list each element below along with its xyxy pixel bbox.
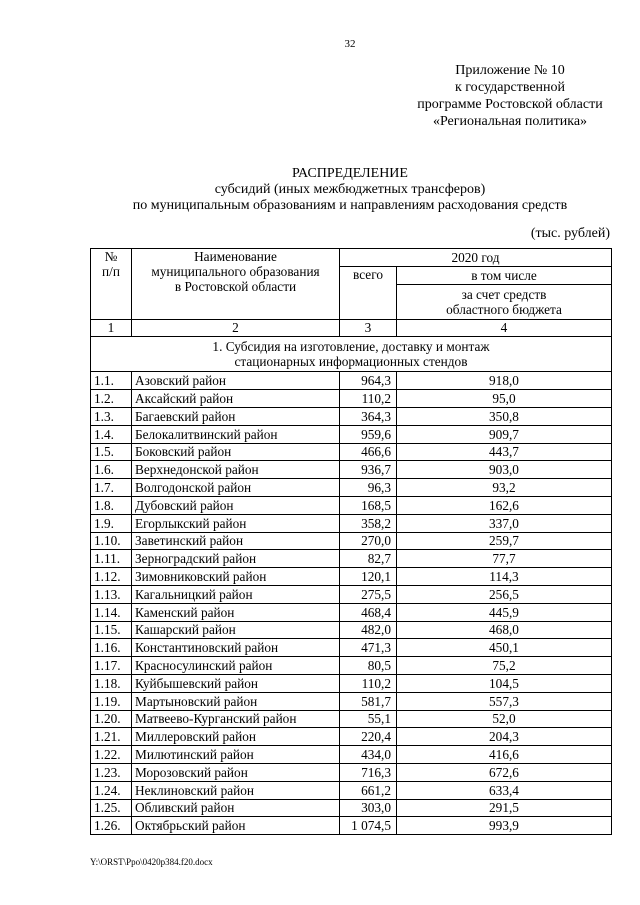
regional-value: 256,5 [397,585,612,603]
total-value: 110,2 [340,674,397,692]
regional-value: 557,3 [397,692,612,710]
table-row [91,746,612,764]
row-number: 1.22. [91,746,132,764]
municipality-name: Боковский район [132,443,340,461]
regional-value: 75,2 [397,657,612,675]
regional-value: 350,8 [397,407,612,425]
municipality-name: Неклиновский район [132,781,340,799]
regional-value: 468,0 [397,621,612,639]
municipality-name: Миллеровский район [132,728,340,746]
regional-value: 672,6 [397,763,612,781]
header-total: всего [340,266,397,319]
total-value: 96,3 [340,479,397,497]
regional-value: 337,0 [397,514,612,532]
table-row [91,639,612,657]
table-row [91,799,612,817]
municipality-name: Волгодонской район [132,479,340,497]
row-number: 1.16. [91,639,132,657]
title-subtitle: субсидий (иных межбюджетных трансферов) [214,182,486,197]
distribution-table [90,248,612,835]
column-number: 3 [340,319,397,337]
regional-value: 93,2 [397,479,612,497]
row-number: 1.18. [91,674,132,692]
row-number: 1.26. [91,817,132,835]
total-value: 482,0 [340,621,397,639]
regional-value: 909,7 [397,425,612,443]
row-number: 1.3. [91,407,132,425]
column-numbers-row [91,319,612,337]
regional-value: 52,0 [397,710,612,728]
municipality-name: Каменский район [132,603,340,621]
total-value: 959,6 [340,425,397,443]
table-row [91,692,612,710]
municipality-name: Красносулинский район [132,657,340,675]
table-row [91,817,612,835]
header-name: Наименование муниципального образования в Ростовской области [132,249,340,320]
appendix-note [380,62,640,130]
regional-value: 162,6 [397,496,612,514]
table-row [91,568,612,586]
municipality-name: Заветинский район [132,532,340,550]
total-value: 55,1 [340,710,397,728]
total-value: 275,5 [340,585,397,603]
total-value: 661,2 [340,781,397,799]
regional-value: 104,5 [397,674,612,692]
table-row [91,781,612,799]
regional-value: 416,6 [397,746,612,764]
total-value: 303,0 [340,799,397,817]
row-number: 1.12. [91,568,132,586]
table-row [91,443,612,461]
row-number: 1.13. [91,585,132,603]
municipality-name: Константиновский район [132,639,340,657]
row-number: 1.1. [91,372,132,390]
row-number: 1.10. [91,532,132,550]
municipality-name: Егорлыкский район [132,514,340,532]
table-row [91,621,612,639]
row-number: 1.25. [91,799,132,817]
header-year: 2020 год [340,249,612,267]
regional-value: 443,7 [397,443,612,461]
row-number: 1.6. [91,461,132,479]
table-row [91,763,612,781]
row-number: 1.23. [91,763,132,781]
row-number: 1.17. [91,657,132,675]
municipality-name: Милютинский район [132,746,340,764]
row-number: 1.11. [91,550,132,568]
total-value: 168,5 [340,496,397,514]
page-number: 32 [344,38,356,50]
table-row [91,496,612,514]
total-value: 110,2 [340,390,397,408]
total-value: 80,5 [340,657,397,675]
municipality-name: Мартыновский район [132,692,340,710]
row-number: 1.2. [91,390,132,408]
file-path: Y:\ORST\Ppo\0420p384.f20.docx [90,857,213,867]
municipality-name: Белокалитвинский район [132,425,340,443]
total-value: 936,7 [340,461,397,479]
header-including: в том числе [397,266,612,284]
regional-value: 993,9 [397,817,612,835]
regional-value: 445,9 [397,603,612,621]
municipality-name: Верхнедонской район [132,461,340,479]
table-row [91,479,612,497]
table-row [91,585,612,603]
regional-value: 259,7 [397,532,612,550]
municipality-name: Куйбышевский район [132,674,340,692]
title-subtitle: по муниципальным образованиям и направлениям расходования средств [132,198,568,213]
municipality-name: Октябрьский район [132,817,340,835]
title-heading: РАСПРЕДЕЛЕНИЕ [292,166,408,181]
table-row [91,461,612,479]
table-row [91,657,612,675]
municipality-name: Кагальницкий район [132,585,340,603]
row-number: 1.7. [91,479,132,497]
total-value: 1 074,5 [340,817,397,835]
column-number: 2 [132,319,340,337]
regional-value: 903,0 [397,461,612,479]
total-value: 220,4 [340,728,397,746]
municipality-name: Матвеево-Курганский район [132,710,340,728]
municipality-name: Аксайский район [132,390,340,408]
regional-value: 95,0 [397,390,612,408]
appendix-line: Приложение № 10 [455,63,565,78]
row-number: 1.24. [91,781,132,799]
regional-value: 291,5 [397,799,612,817]
row-number: 1.9. [91,514,132,532]
municipality-name: Зимовниковский район [132,568,340,586]
municipality-name: Зерноградский район [132,550,340,568]
row-number: 1.8. [91,496,132,514]
regional-value: 918,0 [397,372,612,390]
table-row [91,674,612,692]
units-label: (тыс. рублей) [530,226,610,241]
municipality-name: Багаевский район [132,407,340,425]
total-value: 466,6 [340,443,397,461]
municipality-name: Кашарский район [132,621,340,639]
table-body [91,249,612,835]
column-number: 4 [397,319,612,337]
total-value: 471,3 [340,639,397,657]
document-title [0,166,640,214]
table-row [91,407,612,425]
row-number: 1.14. [91,603,132,621]
total-value: 358,2 [340,514,397,532]
regional-value: 633,4 [397,781,612,799]
appendix-line: «Региональная политика» [432,114,588,129]
appendix-line: к государственной [454,80,566,95]
municipality-name: Обливский район [132,799,340,817]
column-number: 1 [91,319,132,337]
table-row [91,372,612,390]
section-row [91,337,612,372]
table-row [91,550,612,568]
row-number: 1.15. [91,621,132,639]
total-value: 581,7 [340,692,397,710]
appendix-line: программе Ростовской области [417,97,603,112]
header-num: № п/п [91,249,132,320]
header-row [91,249,612,267]
municipality-name: Азовский район [132,372,340,390]
total-value: 716,3 [340,763,397,781]
total-value: 82,7 [340,550,397,568]
total-value: 468,4 [340,603,397,621]
table-row [91,425,612,443]
regional-value: 204,3 [397,728,612,746]
table-row [91,728,612,746]
table-row [91,532,612,550]
row-number: 1.21. [91,728,132,746]
row-number: 1.4. [91,425,132,443]
municipality-name: Дубовский район [132,496,340,514]
regional-value: 77,7 [397,550,612,568]
section-title: 1. Субсидия на изготовление, доставку и монтаж стационарных информационных стендов [91,337,612,372]
total-value: 964,3 [340,372,397,390]
total-value: 270,0 [340,532,397,550]
total-value: 120,1 [340,568,397,586]
row-number: 1.19. [91,692,132,710]
header-regional: за счет средств областного бюджета [397,284,612,319]
row-number: 1.5. [91,443,132,461]
municipality-name: Морозовский район [132,763,340,781]
regional-value: 114,3 [397,568,612,586]
table-row [91,390,612,408]
regional-value: 450,1 [397,639,612,657]
table-row [91,710,612,728]
total-value: 434,0 [340,746,397,764]
table-row [91,603,612,621]
total-value: 364,3 [340,407,397,425]
row-number: 1.20. [91,710,132,728]
table-row [91,514,612,532]
